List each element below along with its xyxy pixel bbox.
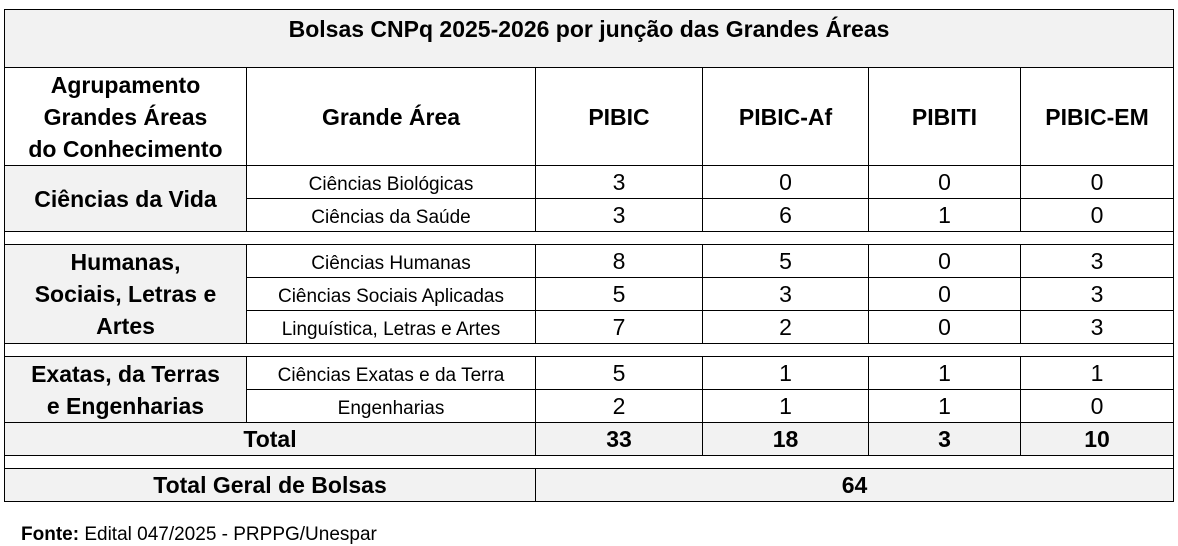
group-ciencias-da-vida (5, 166, 247, 232)
pibic-af-value: 6 (703, 199, 869, 232)
source-text: Edital 047/2025 - PRPPG/Unespar (79, 524, 377, 545)
table-row (5, 166, 1174, 199)
source-label: Fonte: (21, 524, 80, 545)
header-group-line-2: Grandes Áreas (43, 103, 208, 130)
group-label-line: Artes (96, 313, 155, 339)
table-row (5, 245, 1174, 278)
table-row (5, 357, 1174, 390)
pibic-value: 7 (536, 311, 703, 344)
total-label: Total (5, 423, 536, 456)
total-pibic-af: 18 (703, 423, 869, 456)
group-label-line: e Engenharias (46, 392, 205, 419)
pibic-em-value: 3 (1021, 311, 1174, 344)
spacer-row (5, 344, 1174, 357)
pibic-af-value: 1 (703, 357, 869, 390)
spacer-row (5, 456, 1174, 469)
pibic-value: 2 (536, 390, 703, 423)
total-pibiti: 3 (869, 423, 1021, 456)
pibic-value: 5 (536, 357, 703, 390)
group-exatas (5, 357, 247, 423)
pibic-af-value: 2 (703, 311, 869, 344)
pibic-af-value: 0 (703, 166, 869, 199)
area-cell: Ciências Exatas e da Terra (247, 357, 536, 390)
group-label-line: Sociais, Letras e (34, 281, 217, 307)
total-geral-label: Total Geral de Bolsas (5, 469, 536, 502)
pibiti-value: 0 (869, 311, 1021, 344)
table-title: Bolsas CNPq 2025-2026 por junção das Grandes Áreas (5, 10, 1174, 68)
pibic-em-value: 0 (1021, 166, 1174, 199)
source-note (21, 524, 377, 546)
pibic-af-value: 1 (703, 390, 869, 423)
pibic-em-value: 3 (1021, 245, 1174, 278)
pibiti-value: 0 (869, 245, 1021, 278)
total-pibic: 33 (536, 423, 703, 456)
pibic-af-value: 5 (703, 245, 869, 278)
pibiti-value: 1 (869, 357, 1021, 390)
pibic-value: 8 (536, 245, 703, 278)
header-group-line-1: Agrupamento (50, 71, 201, 98)
area-cell: Ciências Sociais Aplicadas (247, 278, 536, 311)
group-label-line: Ciências da Vida (34, 185, 217, 212)
area-cell: Ciências da Saúde (247, 199, 536, 232)
area-cell: Ciências Biológicas (247, 166, 536, 199)
header-pibiti: PIBITI (869, 68, 1021, 166)
spacer-row (5, 232, 1174, 245)
total-geral-value: 64 (536, 469, 1174, 502)
header-group-line-3: do Conhecimento (28, 135, 223, 162)
pibiti-value: 1 (869, 390, 1021, 423)
pibiti-value: 1 (869, 199, 1021, 232)
pibic-value: 5 (536, 278, 703, 311)
header-area: Grande Área (247, 68, 536, 166)
pibic-em-value: 3 (1021, 278, 1174, 311)
group-label-line: Humanas, (70, 249, 181, 275)
group-humanas (5, 245, 247, 344)
pibic-em-value: 0 (1021, 199, 1174, 232)
header-pibic: PIBIC (536, 68, 703, 166)
total-pibic-em: 10 (1021, 423, 1174, 456)
pibiti-value: 0 (869, 278, 1021, 311)
header-group (5, 68, 247, 166)
bolsas-table (4, 9, 1174, 502)
pibic-value: 3 (536, 166, 703, 199)
header-pibic-em: PIBIC-EM (1021, 68, 1174, 166)
header-pibic-af: PIBIC-Af (703, 68, 869, 166)
pibic-em-value: 0 (1021, 390, 1174, 423)
total-row (5, 423, 1174, 456)
pibiti-value: 0 (869, 166, 1021, 199)
total-geral-row (5, 469, 1174, 502)
pibic-af-value: 3 (703, 278, 869, 311)
pibic-em-value: 1 (1021, 357, 1174, 390)
area-cell: Engenharias (247, 390, 536, 423)
area-cell: Ciências Humanas (247, 245, 536, 278)
area-cell: Linguística, Letras e Artes (247, 311, 536, 344)
group-label-line: Exatas, da Terras (31, 360, 220, 387)
pibic-value: 3 (536, 199, 703, 232)
